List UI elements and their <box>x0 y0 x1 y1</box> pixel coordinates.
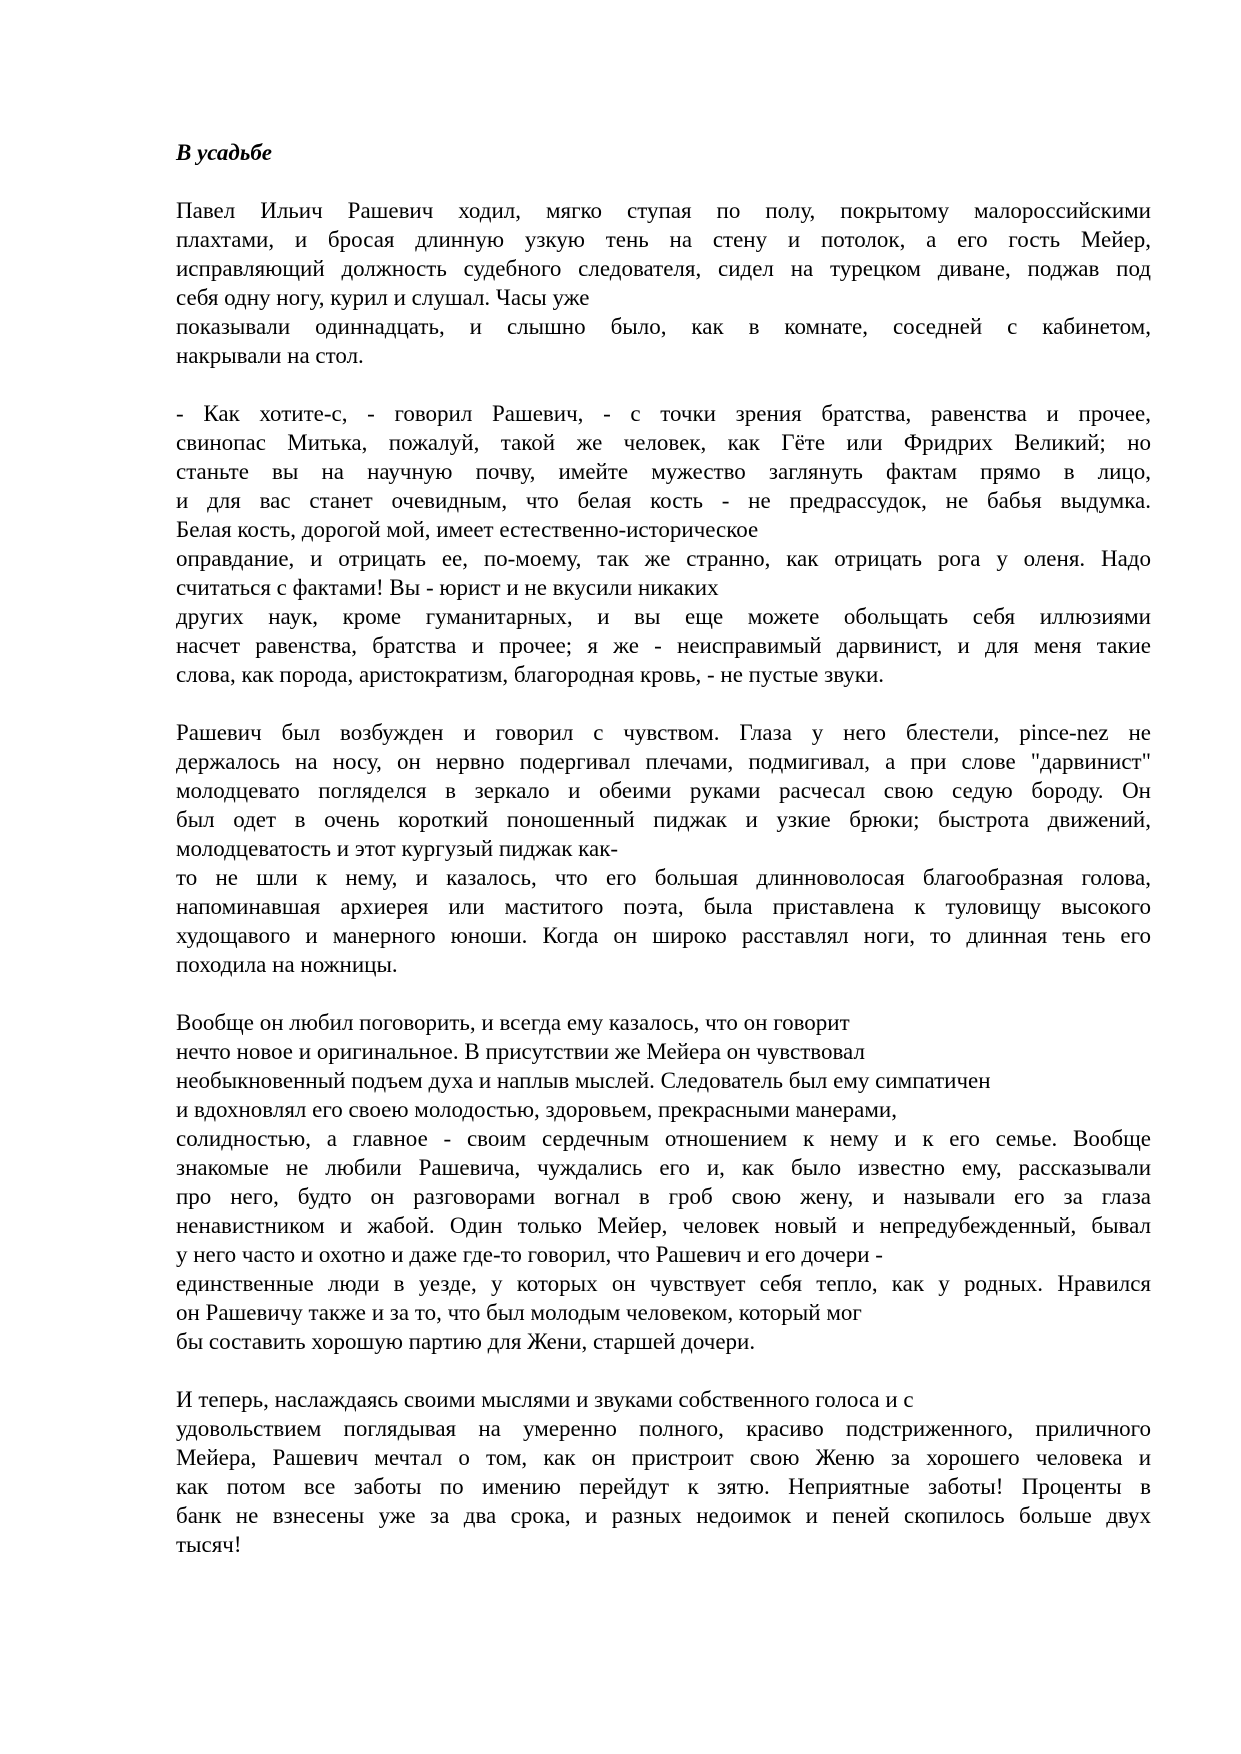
document-page <box>176 138 1151 1588</box>
text-line: себя одну ногу, курил и слушал. Часы уже <box>176 285 590 310</box>
text-line: Рашевич был возбужден и говорил с чувством. Глаза у него блестели, pince-nez не <box>176 720 1151 745</box>
text-line: свинопас Митька, пожалуй, такой же человек, как Гёте или Фридрих Великий; но <box>176 430 1151 455</box>
text-line: держалось на носу, он нервно подергивал плечами, подмигивал, а при слове "дарвинист" <box>176 749 1151 774</box>
text-line: плахтами, и бросая длинную узкую тень на стену и потолок, а его гость Мейер, <box>176 227 1151 252</box>
text-line: станьте вы на научную почву, имейте мужество заглянуть фактам прямо в лицо, <box>176 459 1151 484</box>
text-line: про него, будто он разговорами вогнал в гроб свою жену, и называли его за глаза <box>176 1184 1151 1209</box>
text-line: оправдание, и отрицать ее, по-моему, так же странно, как отрицать рога у оленя. Надо <box>176 546 1151 571</box>
text-line: слова, как порода, аристократизм, благородная кровь, - не пустые звуки. <box>176 662 885 687</box>
text-line: И теперь, наслаждаясь своими мыслями и звуками собственного голоса и с <box>176 1387 914 1412</box>
text-line: считаться с фактами! Вы - юрист и не вкусили никаких <box>176 575 719 600</box>
text-line: он Рашевичу также и за то, что был молодым человеком, который мог <box>176 1300 862 1325</box>
text-line: знакомые не любили Рашевича, чуждались его и, как было известно ему, рассказывали <box>176 1155 1151 1180</box>
text-line: тысяч! <box>176 1532 242 1557</box>
text-line: молодцеватость и этот кургузый пиджак как- <box>176 836 619 861</box>
text-line: молодцевато погляделся в зеркало и обеими руками расчесал свою седую бороду. Он <box>176 778 1151 803</box>
paragraph-5 <box>176 1385 1151 1559</box>
paragraph-2 <box>176 399 1151 689</box>
text-line: Вообще он любил поговорить, и всегда ему казалось, что он говорит <box>176 1010 850 1035</box>
text-line: удовольствием поглядывая на умеренно полного, красиво подстриженного, приличного <box>176 1416 1151 1441</box>
text-line: исправляющий должность судебного следователя, сидел на турецком диване, поджав под <box>176 256 1151 281</box>
text-line: и вдохновлял его своею молодостью, здоровьем, прекрасными манерами, <box>176 1097 897 1122</box>
text-line: показывали одиннадцать, и слышно было, как в комнате, соседней с кабинетом, <box>176 314 1151 339</box>
text-line: других наук, кроме гуманитарных, и вы еще можете обольщать себя иллюзиями <box>176 604 1151 629</box>
text-line: накрывали на стол. <box>176 343 364 368</box>
paragraph-1 <box>176 196 1151 370</box>
text-line: напоминавшая архиерея или маститого поэта, была приставлена к туловищу высокого <box>176 894 1151 919</box>
text-line: бы составить хорошую партию для Жени, старшей дочери. <box>176 1329 756 1354</box>
text-line: - Как хотите-с, - говорил Рашевич, - с точки зрения братства, равенства и прочее, <box>176 401 1151 426</box>
text-line: Павел Ильич Рашевич ходил, мягко ступая по полу, покрытому малороссийскими <box>176 198 1151 223</box>
text-line: Белая кость, дорогой мой, имеет естественно-историческое <box>176 517 759 542</box>
text-line: единственные люди в уезде, у которых он чувствует себя тепло, как у родных. Нравился <box>176 1271 1151 1296</box>
text-line: насчет равенства, братства и прочее; я же - неисправимый дарвинист, и для меня такие <box>176 633 1151 658</box>
story-title: В усадьбе <box>176 140 273 165</box>
paragraph-4 <box>176 1008 1151 1356</box>
text-line: то не шли к нему, и казалось, что его большая длинноволосая благообразная голова, <box>176 865 1151 890</box>
paragraph-3 <box>176 718 1151 979</box>
text-line: солидностью, а главное - своим сердечным отношением к нему и к его семье. Вообще <box>176 1126 1151 1151</box>
text-line: был одет в очень короткий поношенный пиджак и узкие брюки; быстрота движений, <box>176 807 1151 832</box>
text-line: походила на ножницы. <box>176 952 398 977</box>
text-line: у него часто и охотно и даже где-то говорил, что Рашевич и его дочери - <box>176 1242 883 1267</box>
text-line: худощавого и манерного юноши. Когда он широко расставлял ноги, то длинная тень его <box>176 923 1151 948</box>
text-line: банк не взнесены уже за два срока, и разных недоимок и пеней скопилось больше двух <box>176 1503 1151 1528</box>
text-line: как потом все заботы по имению перейдут к зятю. Неприятные заботы! Проценты в <box>176 1474 1151 1499</box>
story-body <box>176 196 1151 1559</box>
text-line: и для вас станет очевидным, что белая кость - не предрассудок, не бабья выдумка. <box>176 488 1151 513</box>
text-line: необыкновенный подъем духа и наплыв мыслей. Следователь был ему симпатичен <box>176 1068 991 1093</box>
text-line: нечто новое и оригинальное. В присутствии же Мейера он чувствовал <box>176 1039 865 1064</box>
text-line: Мейера, Рашевич мечтал о том, как он пристроит свою Женю за хорошего человека и <box>176 1445 1151 1470</box>
text-line: ненавистником и жабой. Один только Мейер, человек новый и непредубежденный, бывал <box>176 1213 1151 1238</box>
